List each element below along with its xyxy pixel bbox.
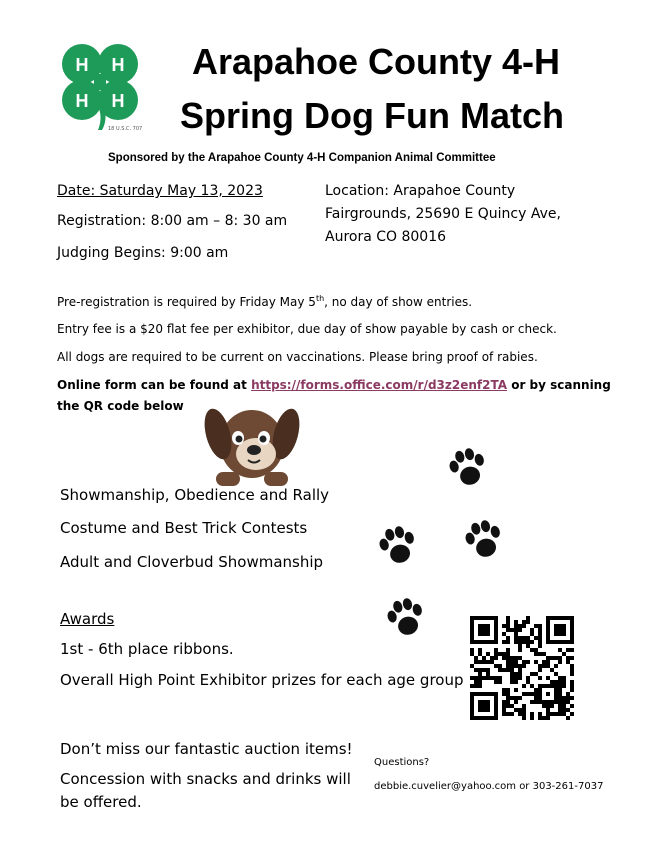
questions-heading: Questions? [374,757,430,768]
vaccination-note: All dogs are required to be current on vaccinations. Please bring proof of rabies. [57,350,538,364]
4h-clover-logo [54,38,146,132]
paw-print-icon [462,518,506,562]
svg-text:H: H [75,91,89,111]
page-title-line2: Spring Dog Fun Match [180,95,564,136]
registration-time: Registration: 8:00 am – 8: 30 am [57,213,288,229]
awards-line2: Overall High Point Exhibitor prizes for each age group [60,671,464,689]
awards-heading: Awards [60,610,115,628]
qr-code[interactable] [470,616,574,720]
class-item-3: Adult and Cloverbud Showmanship [60,553,324,571]
online-form-note-cont: the QR code below [57,399,184,413]
contact-details: debbie.cuvelier@yahoo.com or 303-261-7037 [374,781,604,792]
location-line1: Location: Arapahoe County [325,183,516,199]
concession-line2: be offered. [60,793,142,811]
paw-print-icon [446,446,490,490]
svg-text:H: H [75,55,89,75]
online-form-note: Online form can be found at https://forms.office.com/r/d3z2enf2TA or by scanning [57,378,611,392]
concession-line1: Concession with snacks and drinks will [60,770,351,788]
preregistration-note: Pre-registration is required by Friday May 5th, no day of show entries. [57,294,473,309]
awards-line1: 1st - 6th place ribbons. [60,640,234,658]
svg-text:H: H [111,55,125,75]
clover-icon [54,38,146,132]
class-item-1: Showmanship, Obedience and Rally [60,486,330,504]
logo-trademark: 18 U.S.C. 707 [108,126,143,132]
online-form-link[interactable]: https://forms.office.com/r/d3z2enf2TA [251,378,508,392]
class-item-2: Costume and Best Trick Contests [60,519,308,537]
event-date: Date: Saturday May 13, 2023 [57,183,263,199]
qr-code-icon [470,616,574,720]
paw-print-icon [384,596,428,640]
page-title-line1: Arapahoe County 4-H [192,41,561,82]
sponsor-line: Sponsored by the Arapahoe County 4-H Companion Animal Committee [108,152,496,164]
auction-note: Don’t miss our fantastic auction items! [60,740,353,758]
dog-icon [204,400,300,488]
cartoon-dog-image [204,400,300,488]
judging-time: Judging Begins: 9:00 am [57,245,229,261]
svg-text:H: H [111,91,125,111]
location-line3: Aurora CO 80016 [325,229,447,245]
entry-fee-note: Entry fee is a $20 flat fee per exhibitor, due day of show payable by cash or check. [57,322,557,336]
location-line2: Fairgrounds, 25690 E Quincy Ave, [325,206,561,222]
paw-print-icon [376,524,420,568]
